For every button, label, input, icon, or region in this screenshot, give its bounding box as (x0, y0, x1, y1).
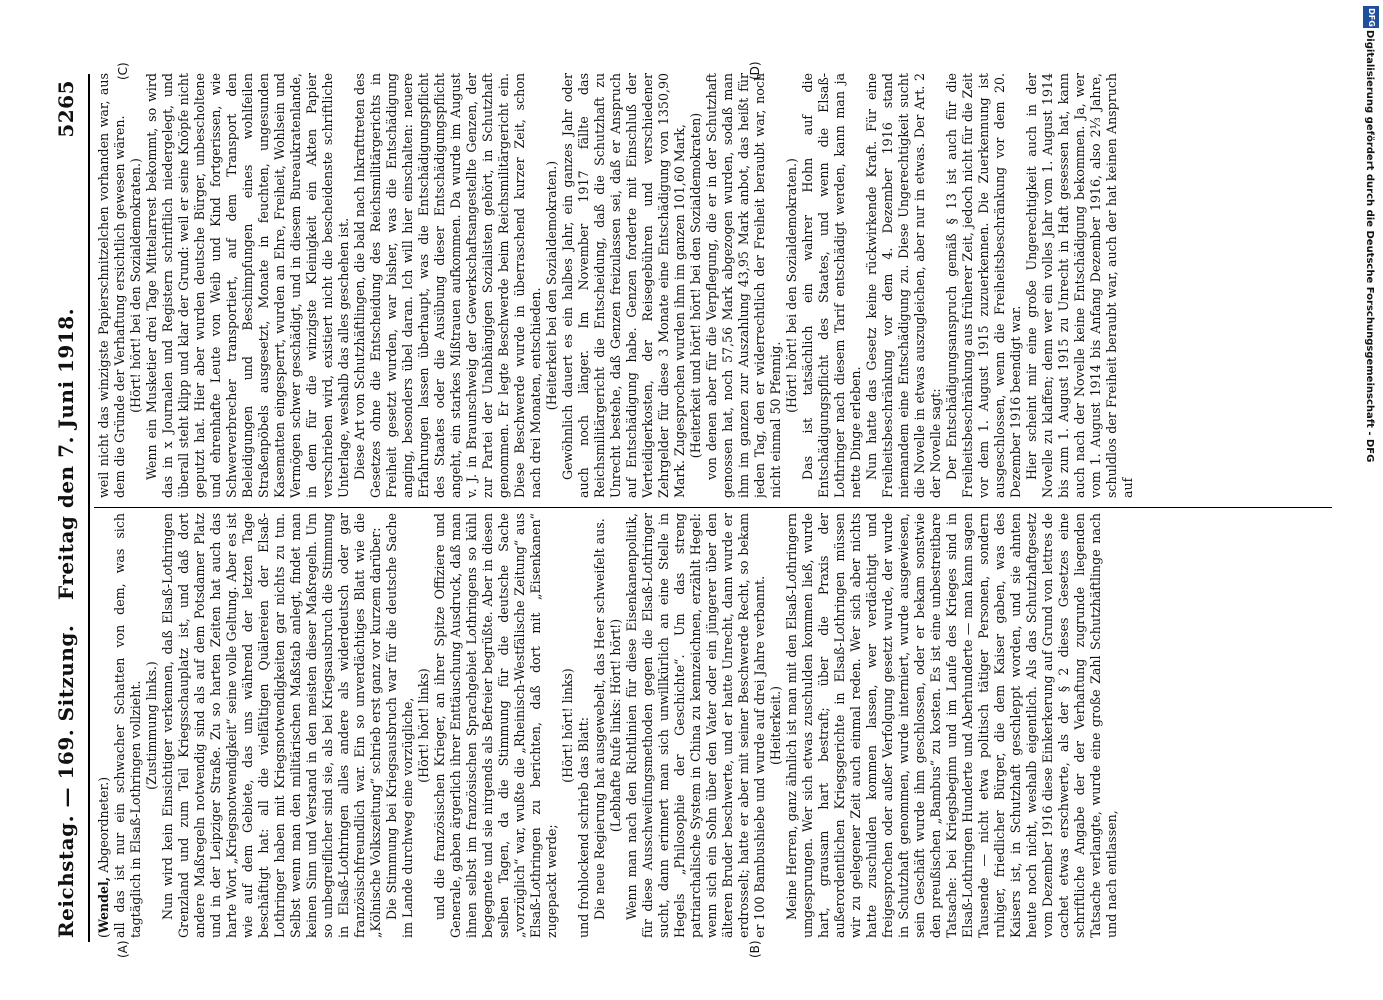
paragraph: und frohlockend schrieb das Blatt: (576, 717, 591, 938)
reaction: (Heiterkeit bei den Sozialdemokraten.) (544, 160, 559, 411)
running-header (48, 60, 88, 960)
paragraph: Diese Art von Schutzhäftlingen, die bald nach Inkrafttreten des Gesetzes ohne die Entscheidung des Reichsmilitärgerichts in Freiheit gesetzt wurden, war bisher, was die Entschädigung anging, besonders übel daran. Ich will hier einschalten: neuere Erfahrungen lassen überhaupt, was die Entschädigungspflicht des Staates oder die Ausübung dieser Entschädigungspflicht angeht, ein starkes Mißtrauen aufkommen. Da wurde im August v. J. in Braunschweig der Gewerkschaftsangestellte Genzen, der zur Partei der Unabhängigen Sozialisten gehört, in Schutzhaft genommen. Er legte Beschwerde beim Reichsmilitärgericht ein. Diese Beschwerde wurde in überraschend kurzer Zeit, schon nach drei Monaten, entschieden. (352, 73, 543, 498)
margin-label-a: (A) (116, 940, 130, 958)
quote: und die französischen Krieger, an ihrer Spitze Offiziere und Generale, gaben ärgerlich ihrer Enttäuschung Ausdruck, daß man ihnen selbst im französischen Sprachgebiet Lothringens so kühl begegnete und sie nirgends als Befreier begrüßte. Aber in diesen selben Tagen, da die Stimmung für die deutsche Sache „vorzüglich“ war, wußte die „Rheinisch-Westfälische Zeitung“ aus Elsaß-Lothringen zu berichten, daß dort mit „Eisenkanen“ zugepackt werde; (432, 513, 559, 938)
paragraph: Wenn man nach den Richtlinien für diese Eisenkanenpolitik, für diese Ausschweifungsmethoden gegen die Elsaß-Lothringer sucht, dann erinnert man sich unwillkürlich an eine Stelle in Hegels „Philosophie der Geschichte“. Um das streng patriarchalische System in China zu kennzeichnen, erzählt Hegel: wenn sich ein Sohn über den Vater oder ein jüngerer über den älteren Bruder beschwerte, und er hatte Unrecht, dann wurde er erdrosselt; hatte er aber mit seiner Beschwerde Recht, so bekam er 100 Bambushiebe und wurde auf drei Jahre verbannt. (624, 513, 767, 938)
document-page (48, 60, 1338, 960)
paragraph: Wenn ein Musketier drei Tage Mittelarrest bekommt, so wird das in x Journalen und Registern schriftlich niedergelegt, und überall steht klipp und klar der Grund: weil er seine Knöpfe nicht geputzt hat. Hier aber wurden deutsche Bürger, unbescholtene und ehrenhafte Leute von Weib und Kind fortgerissen, wie Schwerverbrecher transportiert, auf dem Transport den Beleidigungen und Beschimpfungen eines wohlfeilen Straßenpöbels ausgesetzt, Monate in feuchten, ungesunden Kasematten eingesperrt, wurden an Ehre, Freiheit, Wohlsein und Vermögen schwer geschädigt, und in diesem Bureaukratenlande, in dem für die winzigste Kleinigkeit ein Akten Papier verschrieben wird, existiert nicht die bescheidenste schriftliche Unterlage, weshalb das alles geschehen ist. (144, 73, 351, 498)
paragraph: Das ist tatsächlich ein wahrer Hohn auf die Entschädigungspflicht des Staates, und wenn die Elsaß-Lothringer nach diesem Tarif entschädigt werden, kann man ja nette Dinge erleben. (800, 73, 863, 498)
reaction: (Hört! hört! links) (560, 668, 575, 783)
margin-label-d: (D) (748, 61, 762, 80)
speaker-note: Abgeordneter.) (96, 776, 111, 873)
credit-text: Digitalisierung gefördert durch die Deutsche Forschungsgemeinschaft - DFG (1364, 30, 1375, 463)
reaction: (Hört! hört! bei den Sozialdemokraten.) (784, 158, 799, 413)
column-divider (94, 507, 1332, 508)
margin-label-b: (B) (748, 940, 762, 958)
paragraph: Meine Herren, ganz ähnlich ist man mit den Elsaß-Lothringern umgesprungen. Wer sich etwas zuschulden kommen ließ, wurde hart, grausam hart bestraft; über die Praxis der außerordentlichen Kriegsgerichte in Elsaß-Lothringen müssen wir zu gelegener Zeit auch einmal reden. Wer sich aber nichts hatte zuschulden kommen lassen, wer verdächtigt und freigesprochen oder außer Verfolgung gesetzt wurde, der wurde in Schutzhaft genommen, wurde interniert, wurde ausgewiesen, sein Geschäft wurde ihm geschlossen, oder er bekam sonstwie den preußischen „Bambus“ zu kosten. Es ist eine unbestreitbare Tatsache: bei Kriegsbeginn und im Laufe des Krieges sind in Elsaß-Lothringen Hunderte und Aberhunderte — man kann sagen Tausende — nicht etwa politisch tätiger Personen, sondern ruhiger, friedlicher Bürger, die dem Kaiser gaben, was des Kaisers ist, in Schutzhaft geschleppt worden, und sie ahnten heute noch nicht, weshalb eigentlich. Als das Schutzhaftgesetz vom Dezember 1916 diese Einkerkerung auf Grund von lettres de cachet etwas erschwerte, als der § 2 dieses Gesetzes eine schriftliche Angabe der der Verhaftung zugrunde liegenden Tatsache verlangte, wurde eine große Zahl Schutzhäftlinge nach und nach entlassen, (784, 513, 1119, 938)
reaction: (Lebhafte Rufe links: Hört! hört!) (608, 618, 623, 833)
quote: Der Entschädigungsanspruch gemäß § 13 ist auch für die Freiheitsbeschränkung aus früherer Zeit, jedoch nicht für die Zeit vor dem 1. August 1915 zuzuerkennen. Die Zuerkennung ist ausgeschlossen, wenn die Freiheitsbeschränkung vor dem 20. Dezember 1916 beendigt war. (944, 73, 1023, 498)
speaker-name: Wendel, (96, 876, 111, 934)
quote: Die Stimmung bei Kriegsausbruch war für die deutsche Sache im Lande durchweg eine vorzügliche, (384, 513, 415, 938)
header-date: Freitag den 7. Juni 1918. (54, 307, 78, 600)
paragraph: Gewöhnlich dauert es ein halbes Jahr, ein ganzes Jahr oder auch noch länger. Im November 1917 fällte das Reichsmilitärgericht die Entscheidung, daß die Schutzhaft zu Unrecht bestehe, daß Genzen freizulassen sei, daß er Anspruch auf Entschädigung habe. Genzen forderte mit Einschluß der Verteidigerkosten, der Reisegebühren und verschiedener Zehrgelder für diese 3 Monate eine Entschädigung von 1350,90 Mark. Zugesprochen wurden ihm im ganzen 101,60 Mark, (560, 73, 687, 498)
left-column (96, 513, 1330, 938)
paragraph: all das ist nur ein schwacher Schatten von dem, was sich tagtäglich in Elsaß-Lothringen vollzieht. (112, 513, 143, 938)
paragraph: weil nicht das winzigste Papierschnitzelchen vorhanden war, aus dem die Gründe der Verhaftung ersichtlich gewesen wären. (96, 73, 127, 498)
header-left: Reichstag. — 169. Sitzung. (54, 624, 78, 938)
speaker-line: (Wendel, Abgeordneter.) (96, 776, 111, 938)
page-number: 5265 (54, 80, 78, 138)
reaction: (Heiterkeit und hört! hört! bei den Sozialdemokraten) (688, 112, 703, 459)
paragraph: Nun hatte das Gesetz keine rückwirkende Kraft. Für eine Freiheitsbeschränkung vor dem 4. Dezember 1916 stand niemandem eine Entschädigung zu. Diese Ungerechtigkeit sucht die Novelle in etwas auszugleichen, aber nur in etwas. Der Art. 2 der Novelle sagt: (864, 73, 943, 498)
dfg-logo: DFG (1363, 6, 1379, 28)
reaction: (Hört! hört! bei den Sozialdemokraten.) (128, 158, 143, 413)
reaction: (Hört! hört! links) (416, 668, 431, 783)
header-rule (88, 74, 90, 942)
reaction: (Heiterkeit.) (768, 686, 783, 765)
digitization-credit (1363, 30, 1377, 970)
paragraph: Hier scheint mir eine große Ungerechtigkeit auch in der Novelle zu klaffen; denn wer ein volles Jahr vom 1. August 1914 bis zum 1. August 1915 zu Unrecht in Haft gesessen hat, kann auch nach der Novelle keine Entschädigung bekommen. Ja, wer vom 1. August 1914 bis Anfang Dezember 1916, also 2⅓ Jahre, schuldlos der Freiheit beraubt war, auch der hat keinen Anspruch auf (1024, 73, 1135, 498)
right-column (96, 73, 1330, 498)
quote: Die neue Regierung hat ausgewebelt, das Heer schweifelt aus. (592, 518, 607, 920)
margin-label-c: (C) (116, 62, 130, 80)
paragraph: Nun wird kein Einsichtiger verkennen, daß Elsaß-Lothringen Grenzland und zum Teil Kriegsschauplatz ist, und daß dort andere Maßregeln notwendig sind als auf dem Potsdamer Platz und in der Leipziger Straße. Zu so harten Zeiten hat auch das harte Wort „Kriegsnotwendigkeit“ seine volle Geltung. Aber es ist wie auf dem Gebiete, das uns während der letzten Tage beschäftigt hat: all die vielfältigen Quälereien der Elsaß-Lothringer haben mit Kriegsnotwendigkeiten gar nichts zu tun. Selbst wenn man den militärischen Maßstab anlegt, findet man keinen Sinn und Verstand in den meisten dieser Maßregeln. Um so unbegreiflicher sind sie, als bei Kriegsausbruch die Stimmung in Elsaß-Lothringen alles andere als widerdeutsch oder gar französischfreundlich war. Ein so unverdächtiges Blatt wie die „Kölnische Volkszeitung“ schrieb erst ganz vor kurzem darüber: (160, 513, 383, 938)
paragraph: von denen aber für die Verpflegung, die er in der Schutzhaft genossen hat, noch 57,56 Mark abgezogen wurden, sodaß man ihm im ganzen zur Auszahlung 43,95 Mark anbot, das heißt für jeden Tag, den er widerrechtlich der Freiheit beraubt war, noch nicht einmal 50 Pfennig. (704, 73, 783, 498)
reaction: (Zustimmung links.) (144, 661, 159, 790)
